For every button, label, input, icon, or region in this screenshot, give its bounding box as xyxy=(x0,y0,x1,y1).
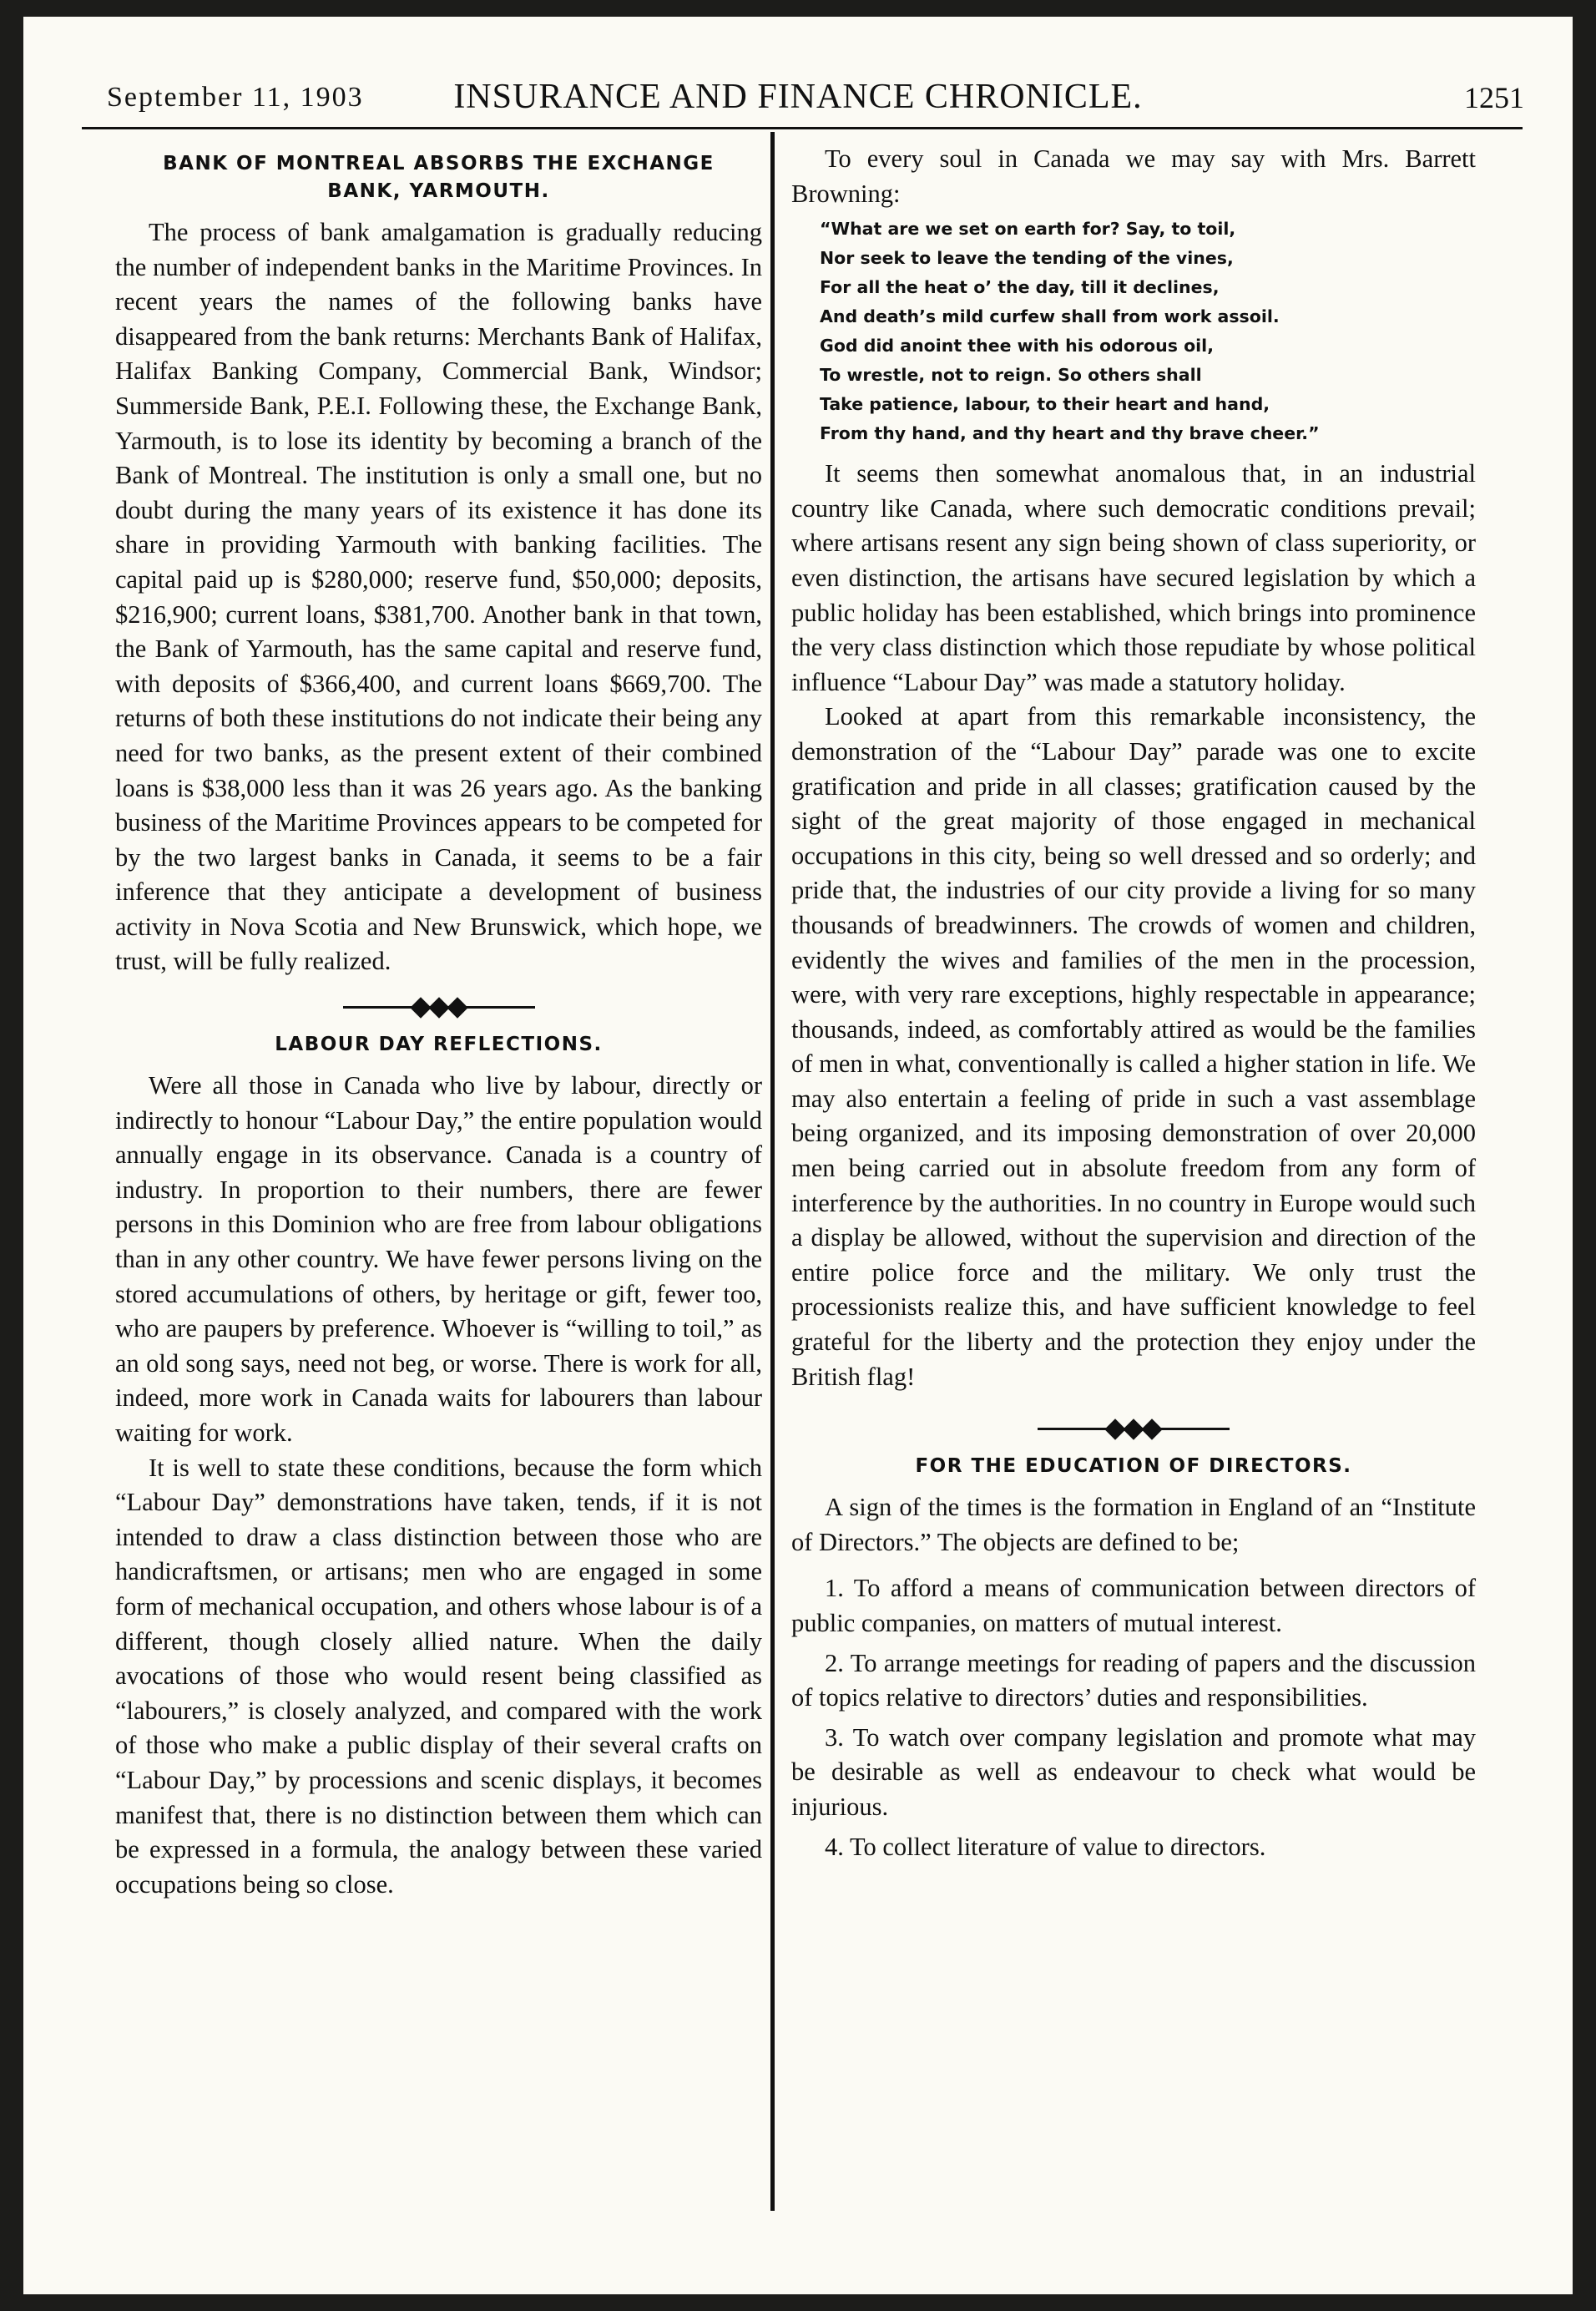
poem-line: “What are we set on earth for? Say, to toil, xyxy=(820,219,1236,240)
poem-line: Nor seek to leave the tending of the vines, xyxy=(820,248,1234,269)
section-ornament xyxy=(343,994,535,1019)
article-paragraph: The process of bank amalgamation is gradually reducing the number of independent banks in the Maritime Provinces. In recent years the names of the following banks have disappeared from the bank returns: Merchants Bank of Halifax, Halifax Banking Company, Commercial Bank, Windsor; Summerside Bank, P.E.I. Following these, the Exchange Bank, Yarmouth, is to lose its identity by becoming a branch of the Bank of Montreal. The institution is only a small one, but no doubt during the many years of its existence it has done its share in providing Yarmouth with banking facilities. The capital paid up is $280,000; reserve fund, $50,000; deposits, $216,900; current loans, $381,700. Another bank in that town, the Bank of Yarmouth, has the same capital and reserve fund, with deposits of $366,400, and current loans $669,700. The returns of both these institutions do not indicate their being any need for two banks, as the present extent of their combined loans is $38,000 less than it was 26 years ago. As the banking business of the Maritime Provinces appears to be competed for by the two largest banks in Canada, it seems to be a fair inference that they anticipate a development of business activity in Nova Scotia and New Brunswick, which hope, we trust, will be fully realized. xyxy=(115,218,762,976)
page-header xyxy=(23,58,1573,125)
objects-list-item: 2. To arrange meetings for reading of papers and the discussion of topics relative to directors’ duties and responsibilities. xyxy=(791,1648,1476,1712)
article-paragraph: It is well to state these conditions, because the form which “Labour Day” demonstrations have taken, tends, if it is not intended to draw a class distinction between those who are handicraftsmen, or artisans; men who are engaged in some form of mechanical occupation, and others whose labour is of a different, though closely allied nature. When the daily avocations of those who would resent being classified as “labourers,” is closely analyzed, and compared with the work of those who make a public display of their several crafts on “Labour Day,” by processions and scenic displays, it becomes manifest that, there is no distinction between them which can be expressed in a formula, the analogy between these varied occupations being so close. xyxy=(115,1453,762,1899)
article-heading-education-of-directors: FOR THE EDUCATION OF DIRECTORS. xyxy=(915,1455,1352,1478)
publication-title: INSURANCE AND FINANCE CHRONICLE. xyxy=(453,78,1143,116)
article-paragraph: It seems then somewhat anomalous that, in an industrial country like Canada, where such democratic conditions prevail; where artisans resent any sign being shown of class superiority, or even distinction, the artisans have secured legislation by which a public holiday has been established, which brings into prominence the very class distinction which those repudiate by whose political influence “Labour Day” was made a statutory holiday. xyxy=(791,459,1476,696)
article-paragraph: Were all those in Canada who live by labour, directly or indirectly to honour “Labour Day,” the entire population would annually engage in its observance. Canada is a country of industry. In proportion to their numbers, there are fewer persons in this Dominion who are free from labour obligations than in any other country. We have fewer persons living on the stored accumulations of others, by heritage or gift, fewer too, who are paupers by preference. Whoever is “willing to toil,” as an old song says, need not beg, or worse. There is work for all, indeed, more work in Canada waits for labourers than labour waiting for work. xyxy=(115,1071,762,1447)
objects-list-item: 1. To afford a means of communication between directors of public companies, on matters of mutual interest. xyxy=(791,1574,1476,1637)
right-column xyxy=(791,142,1476,1869)
poem-line: From thy hand, and thy heart and thy brave cheer.” xyxy=(820,423,1320,444)
objects-list-item: 3. To watch over company legislation and promote what may be desirable as well as endeavour to check what would be injurious. xyxy=(791,1722,1476,1821)
newspaper-page xyxy=(23,17,1573,2294)
article-heading-bank-of-montreal: BANK OF MONTREAL ABSORBS THE EXCHANGE BANK, YARMOUTH. xyxy=(163,153,715,202)
objects-list-item: 4. To collect literature of value to directors. xyxy=(825,1832,1266,1861)
poem-line: For all the heat o’ the day, till it declines, xyxy=(820,277,1220,298)
poem-line: And death’s mild curfew shall from work assoil. xyxy=(820,306,1280,327)
section-ornament xyxy=(1038,1416,1230,1441)
column-divider xyxy=(770,132,775,2211)
issue-date: September 11, 1903 xyxy=(107,82,364,113)
left-column xyxy=(115,142,762,1902)
header-rule xyxy=(82,127,1523,129)
article-paragraph: A sign of the times is the formation in England of an “Institute of Directors.” The objects are defined to be; xyxy=(791,1493,1476,1556)
poem-line: To wrestle, not to reign. So others shall xyxy=(820,365,1202,386)
poem-line: God did anoint thee with his odorous oil, xyxy=(820,336,1214,357)
article-heading-labour-day: LABOUR DAY REFLECTIONS. xyxy=(275,1034,603,1056)
poem-quotation xyxy=(820,215,1476,448)
poem-intro: To every soul in Canada we may say with Mrs. Barrett Browning: xyxy=(791,144,1476,208)
article-paragraph: Looked at apart from this remarkable inconsistency, the demonstration of the “Labour Day” parade was one to excite gratification and pride in all classes; gratification caused by the sight of the great majority of those engaged in mechanical occupations in this city, being so well dressed and so orderly; and pride that, the industries of our city provide a living for so many thousands of breadwinners. The crowds of women and children, evidently the wives and families of the men in the procession, were, with very rare exceptions, highly respectable in appearance; thousands, indeed, as comfortably attired as would be the families of men in what, conventionally is called a higher station in life. We may also entertain a feeling of pride in such a vast assemblage being organized, and its imposing demonstration of over 20,000 men being carried out in absolute freedom from any form of interference by the authorities. In no country in Europe would such a display be allowed, without the supervision and direction of the entire police force and the military. We only trust the processionists realize this, and have sufficient knowledge to feel grateful for the liberty and the protection they enjoy under the British flag! xyxy=(791,702,1476,1391)
poem-line: Take patience, labour, to their heart and hand, xyxy=(820,394,1270,415)
page-number: 1251 xyxy=(1464,81,1524,114)
